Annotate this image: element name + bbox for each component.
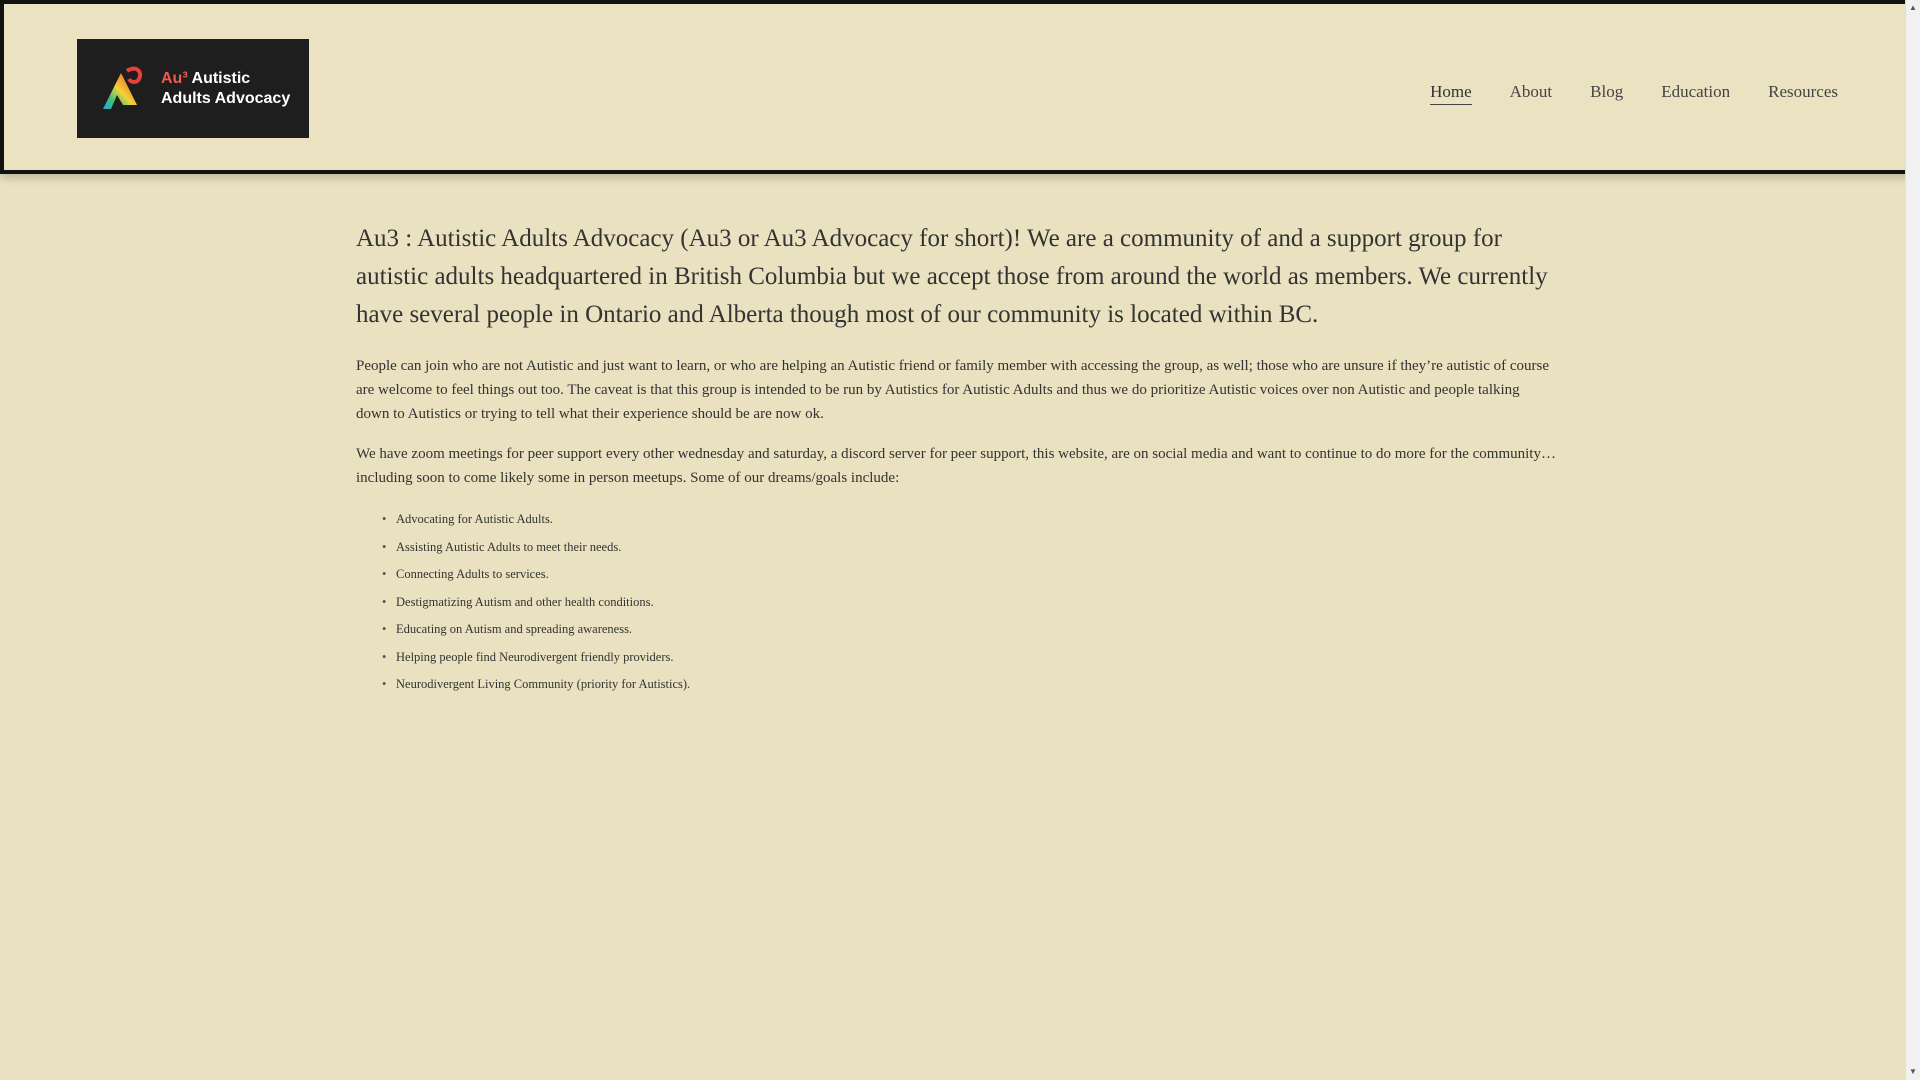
nav-education[interactable]: Education [1661, 82, 1731, 101]
logo-line2: Adults Advocacy [161, 90, 291, 107]
logo-prefix: Au³ [161, 70, 188, 87]
logo-line1: Autistic [191, 70, 251, 87]
goal-item: • Neurodivergent Living Community (priority for Autistics). [396, 671, 1556, 699]
goal-item: • Advocating for Autistic Adults. [396, 506, 1556, 534]
rainbow-logo-icon [97, 61, 153, 117]
site-header [0, 0, 1914, 174]
logo-text [161, 69, 290, 109]
goals-list [356, 506, 1556, 699]
intro-paragraph-2: We have zoom meetings for peer support every other wednesday and saturday, a discord server for peer support, this website, are on social media and want to continue to do more for the community… including soon to come likely some in person meetups. Some of our dreams/goals include: [356, 446, 1556, 486]
nav-resources[interactable]: Resources [1768, 82, 1838, 101]
goal-item: • Helping people find Neurodivergent friendly providers. [396, 644, 1556, 672]
goal-item: • Assisting Autistic Adults to meet their needs. [396, 534, 1556, 562]
main-content [356, 220, 1556, 699]
nav-blog[interactable]: Blog [1590, 82, 1624, 101]
nav-home[interactable]: Home [1430, 82, 1472, 105]
nav-about[interactable]: About [1509, 82, 1553, 101]
vertical-scrollbar[interactable] [1905, 0, 1920, 1080]
intro-paragraph-1: People can join who are not Autistic and just want to learn, or who are helping an Autistic friend or family member with accessing the group, as well; those who are unsure if they’re autistic of course are welcome to feel things out too. The caveat is that this group is intended to be run by Autistics for Autistic Adults and thus we do prioritize Autistic voices over non Autistic and people talking down to Autistics or trying to tell what their experience should be are now ok. [356, 358, 1550, 422]
intro-lead: Au3 : Autistic Adults Advocacy (Au3 or Au3 Advocacy for short)! We are a community of and a support group for autistic adults headquartered in British Columbia but we accept those from around the world as members. We currently have several people in Ontario and Alberta though most of our community is located within BC. [356, 225, 1548, 328]
scroll-down-arrow-icon[interactable]: ▼ [1909, 1067, 1917, 1076]
goal-item: • Educating on Autism and spreading awareness. [396, 616, 1556, 644]
site-logo[interactable] [77, 39, 309, 138]
main-nav [1430, 82, 1838, 105]
goal-item: • Destigmatizing Autism and other health conditions. [396, 589, 1556, 617]
goal-item: • Connecting Adults to services. [396, 561, 1556, 589]
scroll-up-arrow-icon[interactable]: ▲ [1909, 3, 1917, 12]
